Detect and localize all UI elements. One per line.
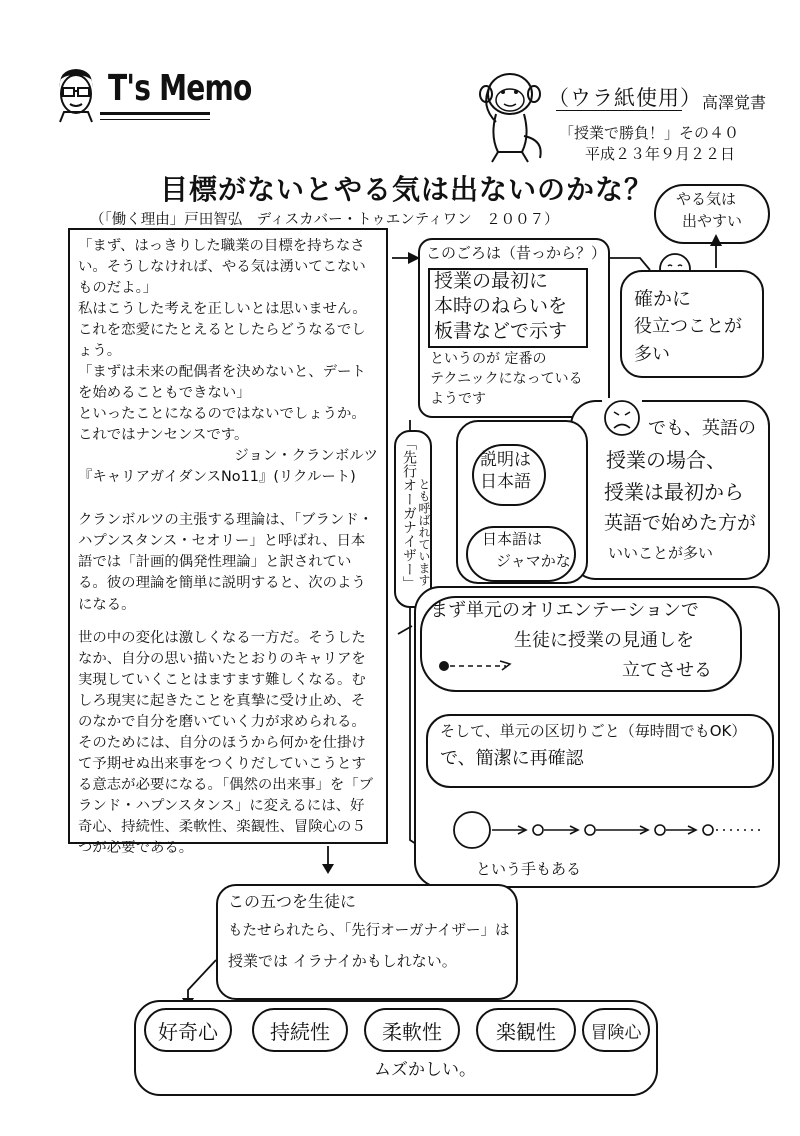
kugiri-line-2: で、簡潔に再確認 <box>440 748 584 769</box>
book-reference: 『キャリアガイダンスNo11』(リクルート) <box>78 469 356 486</box>
tashika-line-1: 確かに <box>634 288 692 310</box>
author-name: 高澤覚書 <box>702 93 767 112</box>
paragraph-3: クランボルツの主張する理論は、「ブランド・ハプンスタンス・セオリー」と呼ばれ、日本語では「計画的偶発性理論」と訳されている。彼の理論を簡単に説明すると、次のようになる。 <box>78 512 374 613</box>
setsumei-line-1: 説明は <box>480 450 531 470</box>
tashika-line-2: 役立つことが <box>634 316 742 337</box>
demo-line-5: いいことが多い <box>608 544 714 562</box>
organizer-line-1: 「先行オーガナイザー」 <box>401 436 417 590</box>
source-citation: （「働く理由」戸田智弘 ディスカバー・トゥエンティワン ２００７） <box>90 212 559 228</box>
date: 平成２３年９月２２日 <box>585 145 736 163</box>
orient-line-3: 立てさせる <box>622 660 712 681</box>
organizer-line-2: とも呼ばれています <box>417 478 431 586</box>
quality-optimism: 楽観性 <box>476 1008 576 1052</box>
te-mo-aru: という手もある <box>476 860 582 878</box>
demo-line-1: でも、英語の <box>648 418 756 439</box>
quality-persistence: 持続性 <box>252 1008 348 1052</box>
orientation-arrow-icon <box>436 652 516 678</box>
paragraph-4: 世の中の変化は激しくなる一方だ。そうしたなか、自分の思い描いたとおりのキャリアを実現していくことはますます難しくなる。むしろ現実に起きたことを真摯に受け止め、そのなかで自分を磨いていく力が求められる。そのためには、自分のほうから何かを仕掛けて予期せぬ出来事をつくりだしていこうとする意志が必要になる。「偶然の出来事」を「ブランド・ハプンスタンス」に変えるには、好奇心、持続性、柔軟性、楽観性、冒険心の５つが必要である。 <box>78 629 374 856</box>
kugiri-line-1: そして、単元の区切りごと（毎時間でもOK） <box>440 722 747 740</box>
nihongo-line-2: ジャマかな <box>496 552 571 570</box>
technique-line-1: というのが 定番の <box>430 351 547 367</box>
five-line-2: もたせられたら、「先行オーガナイザー」は <box>228 923 510 939</box>
lesson-line-2: 本時のねらいを <box>434 295 568 317</box>
attribution: ジョン・クランボルツ <box>234 448 378 465</box>
muzukashii: ムズかしい。 <box>374 1060 476 1080</box>
nihongo-line-1: 日本語は <box>482 530 543 548</box>
orient-line-1: まず単元のオリエンテーションで <box>430 600 699 621</box>
paper-note: （ウラ紙使用） <box>548 86 702 110</box>
technique-line-2: テクニックになっている <box>430 371 583 387</box>
orient-line-2: 生徒に授業の見通しを <box>514 630 694 651</box>
five-line-1: この五つを生徒に <box>228 892 357 911</box>
paragraph-2: といったことになるのではないでしょうか。これではナンセンスです。 <box>78 406 366 444</box>
quote-1: 「まず、はっきりした職業の目標を持ちなさい。そうしなければ、やる気は湧いてこないものだよ。」 <box>78 238 366 297</box>
lesson-line-1: 授業の最初に <box>434 270 549 292</box>
page-title: 目標がないとやる気は出ないのかな？ <box>160 173 654 206</box>
setsumei-line-2: 日本語 <box>480 472 531 492</box>
paragraph-1: 私はこうした考えを正しいとは思いません。これを恋愛にたとえるとしたらどうなるでしょう。 <box>78 301 367 360</box>
quality-flexibility: 柔軟性 <box>364 1008 460 1052</box>
series-label: 「授業で勝負！」その４０ <box>559 124 740 142</box>
quality-curiosity: 好奇心 <box>144 1008 232 1052</box>
demo-line-4: 英語で始めた方が <box>604 512 757 534</box>
konogoro-label: このごろは（昔っから？） <box>426 244 607 262</box>
quote-2: 「まずは未来の配偶者を決めないと、デートを始めることもできない」 <box>78 364 366 402</box>
demo-line-2: 授業の場合、 <box>606 448 726 472</box>
review-timeline-icon <box>450 810 770 850</box>
quality-risk-taking: 冒険心 <box>582 1008 650 1052</box>
tashika-line-3: 多い <box>634 344 670 365</box>
lesson-line-3: 板書などで示す <box>434 320 568 342</box>
yaruki-line-1: やる気は <box>676 190 737 208</box>
five-line-3: 授業では イラナイかもしれない。 <box>228 952 457 970</box>
yaruki-line-2: 出やすい <box>682 212 743 230</box>
logo-text: T's Memo <box>108 68 252 109</box>
sad-face-icon <box>602 398 642 438</box>
demo-line-3: 授業は最初から <box>604 480 744 504</box>
technique-line-3: ようです <box>430 391 486 407</box>
